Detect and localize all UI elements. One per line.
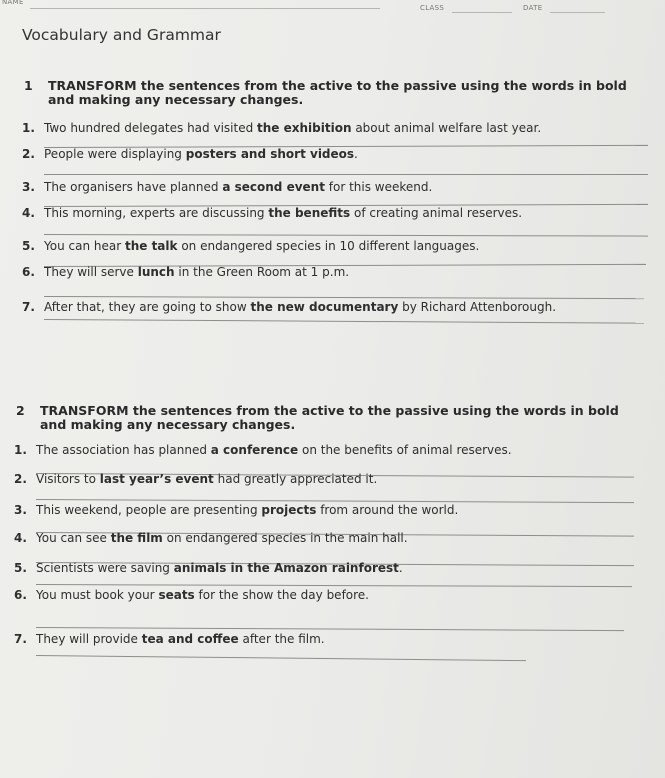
date-label: DATE bbox=[523, 4, 543, 12]
item-text: This morning, experts are discussing bbox=[44, 206, 269, 220]
bold-target-words: last year’s event bbox=[99, 472, 214, 486]
bold-target-words: the film bbox=[110, 531, 163, 545]
item-text-end: had greatly appreciated it. bbox=[213, 472, 378, 486]
bold-target-words: the talk bbox=[124, 239, 178, 253]
item-text: People were displaying bbox=[44, 147, 186, 161]
item-number: 2. bbox=[14, 472, 27, 486]
item-text: You can see bbox=[36, 531, 111, 545]
answer-line[interactable] bbox=[44, 174, 648, 175]
item-number: 1. bbox=[14, 443, 27, 457]
item-number: 6. bbox=[14, 588, 27, 602]
task-instruction-text: TRANSFORM the sentences from the active to the passive using the words in bold and making any necessary changes. bbox=[48, 78, 627, 107]
exercise-item bbox=[14, 561, 403, 575]
class-label: CLASS bbox=[420, 4, 445, 12]
item-text-end: from around the world. bbox=[316, 503, 459, 517]
answer-line[interactable] bbox=[44, 296, 644, 299]
item-text: Visitors to bbox=[36, 472, 100, 486]
bold-target-words: lunch bbox=[137, 265, 175, 279]
answer-line[interactable] bbox=[44, 234, 648, 237]
item-text-end: about animal welfare last year. bbox=[351, 121, 542, 135]
exercise-item bbox=[14, 443, 512, 457]
exercise-item bbox=[22, 147, 358, 161]
bold-target-words: a second event bbox=[222, 180, 325, 194]
item-number: 3. bbox=[14, 503, 27, 517]
item-text-end: of creating animal reserves. bbox=[350, 206, 523, 220]
item-text: They will serve bbox=[44, 265, 138, 279]
item-text: You must book your bbox=[36, 588, 159, 602]
exercise-item bbox=[14, 632, 325, 646]
item-text-end: . bbox=[354, 147, 358, 161]
exercise-item bbox=[22, 180, 432, 194]
item-text-end: for this weekend. bbox=[324, 180, 433, 194]
item-text: After that, they are going to show bbox=[44, 300, 251, 314]
item-number: 4. bbox=[22, 206, 35, 220]
class-line bbox=[452, 12, 512, 13]
bold-target-words: animals in the Amazon rainforest bbox=[173, 561, 399, 575]
bold-target-words: projects bbox=[261, 503, 317, 517]
item-text-end: after the film. bbox=[238, 632, 325, 646]
item-number: 6. bbox=[22, 265, 35, 279]
item-number: 4. bbox=[14, 531, 27, 545]
date-line bbox=[550, 12, 605, 13]
exercise-item bbox=[22, 300, 556, 314]
task-instruction-text: TRANSFORM the sentences from the active to the passive using the words in bold and making any necessary changes. bbox=[40, 403, 619, 432]
exercise-item bbox=[14, 531, 408, 545]
item-text-end: in the Green Room at 1 p.m. bbox=[174, 265, 350, 279]
answer-line[interactable] bbox=[36, 584, 632, 587]
item-text: The organisers have planned bbox=[44, 180, 223, 194]
item-number: 7. bbox=[14, 632, 27, 646]
exercise-item bbox=[22, 206, 522, 220]
exercise-item bbox=[14, 588, 369, 602]
item-number: 3. bbox=[22, 180, 35, 194]
bold-target-words: the new documentary bbox=[250, 300, 399, 314]
item-text: Two hundred delegates had visited bbox=[44, 121, 258, 135]
bold-target-words: a conference bbox=[210, 443, 299, 457]
item-number: 5. bbox=[22, 239, 35, 253]
answer-line[interactable] bbox=[36, 655, 526, 661]
item-number: 7. bbox=[22, 300, 35, 314]
bold-target-words: the benefits bbox=[268, 206, 351, 220]
item-text-end: . bbox=[398, 561, 403, 575]
item-text: This weekend, people are presenting bbox=[36, 503, 262, 517]
bold-target-words: tea and coffee bbox=[141, 632, 239, 646]
name-line bbox=[30, 8, 380, 9]
item-text-end: by Richard Attenborough. bbox=[398, 300, 557, 314]
task-number: 2 bbox=[16, 403, 25, 418]
item-number: 5. bbox=[14, 561, 27, 575]
exercise-item bbox=[22, 265, 349, 279]
item-number: 1. bbox=[22, 121, 35, 135]
task-number: 1 bbox=[24, 78, 33, 93]
item-text-end: on the benefits of animal reserves. bbox=[298, 443, 512, 457]
exercise-item bbox=[14, 472, 377, 486]
item-text: They will provide bbox=[36, 632, 142, 646]
item-number: 2. bbox=[22, 147, 35, 161]
page-title: Vocabulary and Grammar bbox=[22, 26, 221, 44]
item-text-end: on endangered species in the main hall. bbox=[162, 531, 408, 545]
exercise-item bbox=[22, 121, 541, 135]
bold-target-words: posters and short videos bbox=[185, 147, 355, 161]
exercise-item bbox=[14, 503, 458, 517]
name-label: NAME bbox=[2, 0, 24, 6]
item-text: Scientists were saving bbox=[36, 561, 174, 575]
item-text: The association has planned bbox=[36, 443, 211, 457]
answer-line[interactable] bbox=[44, 319, 644, 324]
item-text: You can hear bbox=[44, 239, 125, 253]
bold-target-words: seats bbox=[158, 588, 195, 602]
item-text-end: on endangered species in 10 different languages. bbox=[177, 239, 480, 253]
exercise-item bbox=[22, 239, 479, 253]
answer-line[interactable] bbox=[36, 627, 624, 631]
item-text-end: for the show the day before. bbox=[194, 588, 369, 602]
bold-target-words: the exhibition bbox=[257, 121, 352, 135]
